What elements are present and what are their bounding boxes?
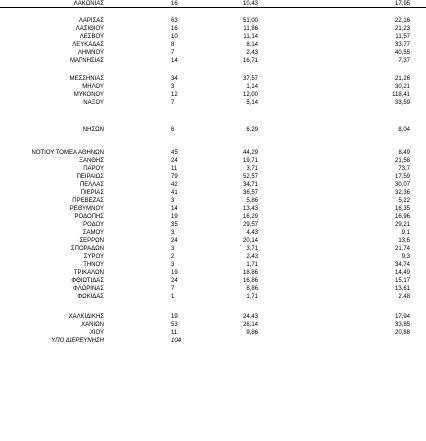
rate-value: 1,71 [246, 294, 258, 300]
region-name: ΜΑΓΝΗΣΙΑΣ [69, 58, 104, 64]
table-row [0, 99, 426, 107]
incidence-value: 22,16 [394, 18, 410, 24]
rate-value: 1,71 [246, 262, 258, 268]
case-count: 19 [171, 214, 178, 220]
case-count: 14 [171, 206, 178, 212]
case-count: 3 [171, 262, 175, 268]
region-name: ΣΑΜΟΥ [82, 230, 104, 236]
region-name: ΣΠΟΡΑΔΩΝ [70, 246, 104, 252]
incidence-value: 9,1 [401, 230, 410, 236]
rate-value: 36,57 [242, 190, 258, 196]
rate-value: 9,86 [246, 330, 258, 336]
case-count: 41 [171, 190, 178, 196]
region-name: ΛΑΣΙΘΙΟΥ [75, 26, 104, 32]
incidence-value: 2,48 [398, 294, 410, 300]
rate-value: 5,14 [246, 100, 258, 106]
table-row [0, 321, 426, 329]
rate-value: 1,14 [246, 84, 258, 90]
case-count: 24 [171, 238, 178, 244]
table-row [0, 25, 426, 33]
table-row [0, 57, 426, 65]
rate-value: 37,57 [242, 76, 258, 82]
case-count: 16 [171, 26, 178, 32]
table-row [0, 0, 426, 8]
region-name: ΧΑΛΚΙΔΙΚΗΣ [68, 314, 104, 320]
table-row [0, 41, 426, 49]
table-row [0, 293, 426, 301]
incidence-value: 16,35 [394, 206, 410, 212]
rate-value: 3,71 [246, 246, 258, 252]
region-name: ΛΗΜΝΟΥ [77, 50, 104, 56]
table-row [0, 173, 426, 181]
table-row [0, 329, 426, 337]
header-divider [0, 7, 426, 8]
incidence-value: 21,58 [394, 158, 410, 164]
table-row [0, 49, 426, 57]
incidence-value: 21,26 [394, 76, 410, 82]
incidence-value: 11,57 [395, 34, 410, 40]
region-name: ΧΙΟΥ [89, 330, 104, 336]
region-name: ΠΡΕΒΕΖΑΣ [72, 198, 104, 204]
incidence-value: 32,36 [394, 190, 410, 196]
table-row [0, 313, 426, 321]
region-name: ΣΥΡΟΥ [83, 254, 104, 260]
incidence-value: 33,59 [394, 100, 410, 106]
rate-value: 44,29 [242, 150, 258, 156]
region-name: ΧΑΝΙΩΝ [81, 322, 104, 328]
region-name: ΝΑΞΟΥ [83, 100, 104, 106]
case-count: 3 [171, 84, 175, 90]
case-count: 42 [171, 182, 178, 188]
incidence-value: 9,3 [401, 254, 410, 260]
rate-value: 34,71 [242, 182, 258, 188]
rate-value: 16,86 [242, 278, 258, 284]
table-row [0, 277, 426, 285]
table-row [0, 213, 426, 221]
table-row [0, 181, 426, 189]
incidence-value: 17,59 [394, 174, 410, 180]
region-name: ΦΛΩΡΙΝΑΣ [73, 286, 104, 292]
incidence-value: 13,6 [398, 238, 410, 244]
case-count: 45 [171, 150, 178, 156]
table-row [0, 221, 426, 229]
incidence-value: 30,07 [394, 182, 410, 188]
table-row [0, 189, 426, 197]
incidence-value: 118,41 [392, 92, 410, 98]
case-count: 2 [171, 254, 175, 260]
rate-value: 10,43 [242, 1, 258, 7]
table-row [0, 269, 426, 277]
case-count: 12 [171, 92, 178, 98]
rate-value: 12,00 [242, 92, 258, 98]
incidence-value: 33,77 [394, 42, 410, 48]
rate-value: 52,57 [242, 174, 258, 180]
rate-value: 8,14 [246, 42, 258, 48]
incidence-value: 15,17 [394, 278, 410, 284]
case-count: 16 [171, 1, 178, 7]
case-count: 14 [171, 58, 178, 64]
table-row [0, 245, 426, 253]
incidence-value: 5,22 [398, 198, 410, 204]
incidence-value: 40,55 [394, 50, 410, 56]
rate-value: 2,43 [246, 50, 258, 56]
table-row [0, 285, 426, 293]
table-row [0, 165, 426, 173]
case-count: 35 [171, 222, 178, 228]
table-row [0, 205, 426, 213]
region-name: ΜΕΣΣΗΝΙΑΣ [69, 76, 104, 82]
rate-value: 13,43 [242, 206, 258, 212]
table-row [0, 75, 426, 83]
rate-value: 24,43 [242, 314, 258, 320]
region-name: ΞΑΝΘΗΣ [79, 158, 104, 164]
region-name: ΤΡΙΚΑΛΩΝ [73, 270, 104, 276]
incidence-value: 8,04 [398, 127, 410, 133]
region-name: ΣΕΡΡΩΝ [79, 238, 104, 244]
rate-value: 16,71 [242, 58, 258, 64]
incidence-value: 7,37 [398, 58, 410, 64]
rate-value: 18,86 [242, 270, 258, 276]
rate-value: 11,86 [243, 26, 258, 32]
region-name: ΝΟΤΙΟΥ ΤΟΜΕΑ ΑΘΗΝΩΝ [31, 150, 104, 156]
incidence-value: 33,85 [394, 322, 410, 328]
incidence-value: 21,23 [394, 26, 410, 32]
case-count: 104 [171, 338, 182, 344]
rate-value: 11,14 [243, 34, 258, 40]
incidence-value: 29,21 [394, 222, 410, 228]
table-row [0, 157, 426, 165]
region-name: ΛΕΥΚΑΔΑΣ [72, 42, 104, 48]
region-name: ΛΑΚΩΝΙΑΣ [73, 1, 104, 7]
case-count: 7 [171, 286, 175, 292]
case-count: 19 [171, 270, 178, 276]
incidence-value: 13,61 [394, 286, 410, 292]
case-count: 63 [171, 18, 178, 24]
case-count: 24 [171, 158, 178, 164]
rate-value: 20,14 [242, 238, 258, 244]
case-count: 34 [171, 76, 178, 82]
case-count: 24 [171, 278, 178, 284]
region-name: ΜΥΚΟΝΟΥ [73, 92, 104, 98]
incidence-value: 17,94 [394, 314, 410, 320]
region-name: ΡΕΘΥΜΝΟΥ [69, 206, 104, 212]
table-row [0, 149, 426, 157]
case-count: 11 [171, 330, 178, 336]
case-count: 19 [171, 314, 178, 320]
rate-value: 16,29 [242, 214, 258, 220]
table-row [0, 261, 426, 269]
region-name: ΠΕΙΡΑΙΩΣ [76, 174, 104, 180]
region-name: ΠΑΡΟΥ [83, 166, 104, 172]
region-name: ΜΗΛΟΥ [82, 84, 104, 90]
region-name: ΦΩΚΙΔΑΣ [77, 294, 104, 300]
table-row [0, 126, 426, 134]
incidence-value: 17,95 [394, 1, 410, 7]
table-row [0, 337, 426, 345]
incidence-value: 20,88 [394, 330, 410, 336]
incidence-value: 8,49 [398, 150, 410, 156]
rate-value: 2,43 [246, 254, 258, 260]
region-name: ΛΑΡΙΣΑΣ [78, 18, 104, 24]
rate-value: 4,43 [246, 230, 258, 236]
case-count: 3 [171, 198, 175, 204]
table-row [0, 17, 426, 25]
case-count: 7 [171, 50, 175, 56]
table-row [0, 33, 426, 41]
table-row [0, 197, 426, 205]
case-count: 8 [171, 42, 175, 48]
rate-value: 3,71 [246, 166, 258, 172]
incidence-value: 21,74 [394, 246, 410, 252]
case-count: 7 [171, 100, 175, 106]
case-count: 11 [171, 166, 178, 172]
incidence-value: 14,49 [394, 270, 410, 276]
table-row [0, 237, 426, 245]
case-count: 3 [171, 230, 175, 236]
rate-value: 5,86 [246, 198, 258, 204]
region-name: ΡΟΔΟΥ [83, 222, 104, 228]
table-row [0, 253, 426, 261]
region-name: ΡΟΔΟΠΗΣ [74, 214, 104, 220]
case-count: 1 [171, 294, 175, 300]
rate-value: 19,71 [242, 158, 258, 164]
rate-value: 51,00 [242, 18, 258, 24]
case-count: 3 [171, 246, 175, 252]
region-name: ΥΠΟ ΔΙΕΡΕΥΝΗΣΗ [51, 338, 104, 344]
table-row [0, 91, 426, 99]
table-row [0, 83, 426, 91]
case-count: 6 [171, 127, 175, 133]
rate-value: 6,86 [246, 286, 258, 292]
rate-value: 6,29 [246, 127, 258, 133]
case-count: 10 [171, 34, 178, 40]
region-name: ΤΗΝΟΥ [83, 262, 104, 268]
incidence-value: 16,96 [394, 214, 410, 220]
region-name: ΠΙΕΡΙΑΣ [80, 190, 104, 196]
incidence-value: 73,7 [398, 166, 410, 172]
region-name: ΛΕΣΒΟΥ [79, 34, 104, 40]
rate-value: 29,57 [242, 222, 258, 228]
region-name: ΦΘΙΩΤΙΔΑΣ [71, 278, 104, 284]
region-name: ΝΗΣΩΝ [82, 127, 104, 133]
rate-value: 26,14 [242, 322, 258, 328]
case-count: 79 [171, 174, 178, 180]
case-count: 53 [171, 322, 178, 328]
incidence-value: 34,74 [394, 262, 410, 268]
region-name: ΠΕΛΛΑΣ [79, 182, 104, 188]
table-row [0, 229, 426, 237]
incidence-value: 30,21 [394, 84, 410, 90]
